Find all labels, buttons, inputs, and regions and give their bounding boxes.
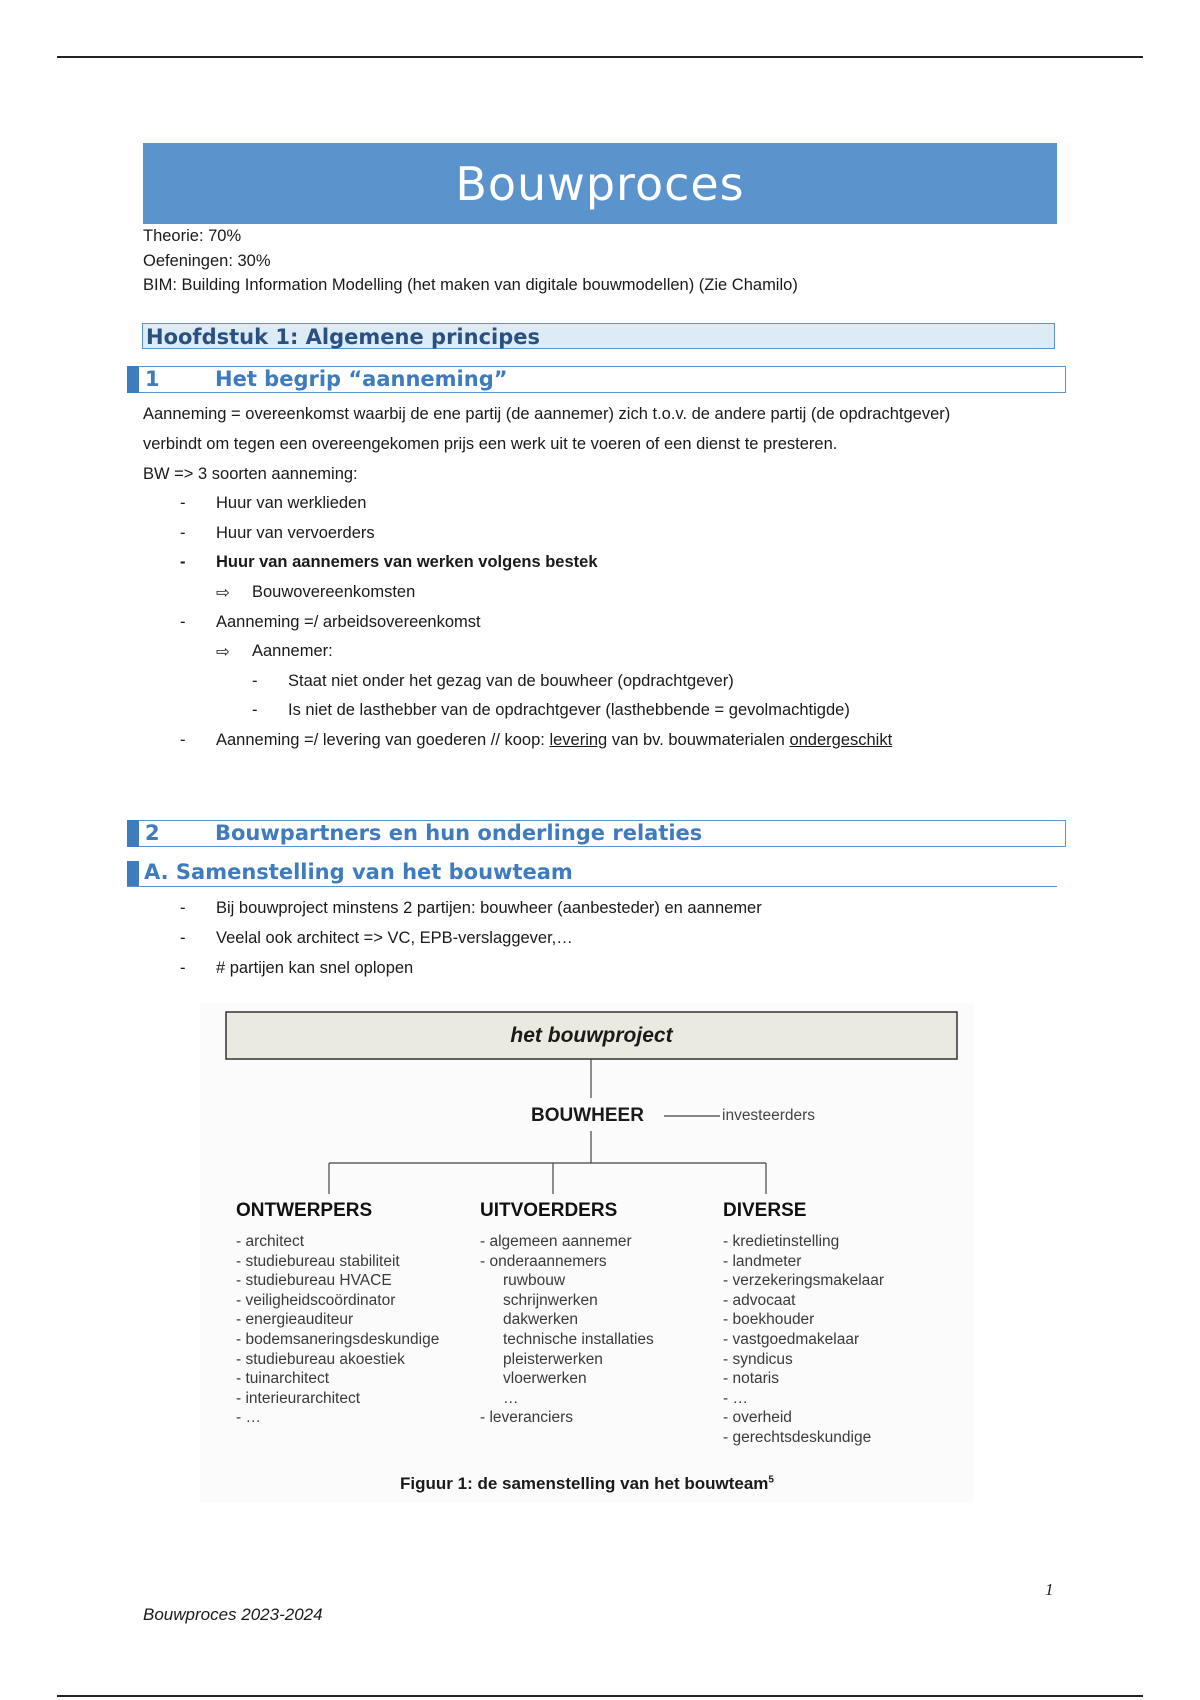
list-item: - gerechtsdeskundige bbox=[723, 1428, 872, 1446]
dash-bullet: - bbox=[180, 929, 186, 947]
list-item: - algemeen aannemer bbox=[480, 1233, 632, 1250]
list-item: - architect bbox=[236, 1233, 305, 1250]
list-item: - studiebureau akoestiek bbox=[236, 1350, 405, 1368]
list-item: ruwbouw bbox=[503, 1272, 566, 1290]
list-item: - kredietinstelling bbox=[723, 1233, 840, 1250]
figure-caption bbox=[200, 1474, 974, 1494]
bottom-rule bbox=[57, 1695, 1143, 1697]
arrow-icon: ⇨ bbox=[216, 643, 230, 661]
course-meta bbox=[143, 224, 798, 298]
definition-line-1: Aanneming = overeenkomst waarbij de ene partij (de aannemer) zich t.o.v. de andere partij (de opdrachtgever) bbox=[143, 405, 951, 423]
column-title-ontwerpers: ONTWERPERS bbox=[236, 1200, 373, 1221]
footer-text: Bouwproces 2023-2024 bbox=[143, 1605, 323, 1624]
chapter-heading: Hoofdstuk 1: Algemene principes bbox=[142, 323, 1055, 349]
list-item-text bbox=[216, 731, 892, 750]
list-item: - bodemsaneringsdeskundige bbox=[236, 1330, 440, 1348]
arrow-icon: ⇨ bbox=[216, 584, 230, 602]
dash-bullet: - bbox=[252, 701, 258, 719]
list-item: - verzekeringsmakelaar bbox=[723, 1272, 885, 1290]
list-item: schrijnwerken bbox=[503, 1291, 598, 1309]
list-item-text: Bouwovereenkomsten bbox=[252, 583, 416, 601]
column-title-diverse: DIVERSE bbox=[723, 1200, 807, 1221]
meta-bim: BIM: Building Information Modelling (het maken van digitale bouwmodellen) (Zie Chamilo) bbox=[143, 276, 798, 294]
list-item: - studiebureau HVACE bbox=[236, 1272, 392, 1290]
dash-bullet: - bbox=[180, 524, 186, 542]
list-item: - landmeter bbox=[723, 1252, 802, 1270]
section-1-heading bbox=[127, 366, 1066, 393]
list-item-text: Aannemer: bbox=[252, 642, 333, 660]
subsection-title: A. Samenstelling van het bouwteam bbox=[144, 860, 573, 884]
column-list-diverse bbox=[723, 1232, 884, 1448]
list-item: pleisterwerken bbox=[503, 1350, 603, 1368]
caption-footnote-ref: 5 bbox=[768, 1474, 774, 1486]
dash-bullet: - bbox=[180, 613, 186, 631]
list-item: - … bbox=[236, 1409, 261, 1427]
section-number: 2 bbox=[145, 821, 160, 845]
section-number: 1 bbox=[145, 367, 160, 391]
meta-theorie: Theorie: 70% bbox=[143, 227, 242, 245]
list-item: - advocaat bbox=[723, 1291, 796, 1309]
list-item-text: # partijen kan snel oplopen bbox=[216, 959, 414, 977]
figure-header: het bouwproject bbox=[510, 1024, 673, 1047]
list-item-text: Is niet de lasthebber van de opdrachtgever (lasthebbende = gevolmachtigde) bbox=[288, 701, 850, 719]
levering-underlined: levering bbox=[549, 731, 608, 749]
dash-bullet: - bbox=[252, 672, 258, 690]
list-item: - studiebureau stabiliteit bbox=[236, 1252, 400, 1270]
list-item-text: Huur van vervoerders bbox=[216, 524, 375, 542]
list-item: - energieauditeur bbox=[236, 1311, 354, 1329]
list-item-text: Bij bouwproject minstens 2 partijen: bouwheer (aanbesteder) en aannemer bbox=[216, 899, 762, 917]
list-item: dakwerken bbox=[503, 1311, 578, 1329]
list-item: … bbox=[503, 1389, 519, 1407]
ondergeschikt-underlined: ondergeschikt bbox=[789, 731, 893, 749]
dash-bullet: - bbox=[180, 494, 186, 512]
list-item: - vastgoedmakelaar bbox=[723, 1330, 860, 1348]
list-item: - … bbox=[723, 1389, 748, 1407]
subsection-a-heading bbox=[127, 859, 1057, 887]
list-item: - tuinarchitect bbox=[236, 1370, 330, 1388]
dash-bullet: - bbox=[180, 731, 186, 749]
meta-oefeningen: Oefeningen: 30% bbox=[143, 251, 271, 270]
section-2-heading bbox=[127, 820, 1066, 847]
list-item-text: Veelal ook architect => VC, EPB-verslaggever,… bbox=[216, 929, 573, 947]
document-title: Bouwproces bbox=[143, 143, 1057, 224]
column-list-uitvoerders bbox=[480, 1232, 654, 1428]
list-item-text: Huur van aannemers van werken volgens bestek bbox=[216, 553, 598, 571]
list-item: - leveranciers bbox=[480, 1409, 574, 1427]
list-item: technische installaties bbox=[503, 1330, 654, 1348]
section-title: Bouwpartners en hun onderlinge relaties bbox=[215, 821, 703, 845]
dash-bullet: - bbox=[180, 899, 186, 917]
dash-bullet: - bbox=[180, 959, 186, 977]
list-item-text: Staat niet onder het gezag van de bouwheer (opdrachtgever) bbox=[288, 672, 734, 690]
column-title-uitvoerders: UITVOERDERS bbox=[480, 1200, 618, 1221]
list-item: - boekhouder bbox=[723, 1311, 815, 1329]
caption-text: Figuur 1: de samenstelling van het bouwteam bbox=[400, 1474, 769, 1493]
list-item: - syndicus bbox=[723, 1350, 793, 1368]
list-item: - notaris bbox=[723, 1370, 779, 1388]
list-item-text: Huur van werklieden bbox=[216, 494, 367, 512]
bouwteam-figure bbox=[200, 1003, 974, 1503]
investeerders-label: investeerders bbox=[722, 1107, 816, 1124]
list-item: - overheid bbox=[723, 1409, 792, 1427]
list-item: - interieurarchitect bbox=[236, 1389, 361, 1407]
list-item: - veiligheidscoördinator bbox=[236, 1291, 396, 1309]
list-item-text: Aanneming =/ arbeidsovereenkomst bbox=[216, 613, 481, 631]
list-item: - onderaannemers bbox=[480, 1252, 607, 1270]
column-list-ontwerpers bbox=[236, 1232, 439, 1428]
levering-text-a: Aanneming =/ levering van goederen // koop: bbox=[216, 731, 550, 749]
bouwheer-label: BOUWHEER bbox=[531, 1105, 644, 1126]
section-title: Het begrip “aanneming” bbox=[215, 367, 508, 391]
page-number: 1 bbox=[1045, 1580, 1054, 1599]
dash-bullet: - bbox=[180, 553, 186, 571]
bw-line: BW => 3 soorten aanneming: bbox=[143, 465, 358, 483]
definition-line-2: verbindt om tegen een overeengekomen prijs een werk uit te voeren of een dienst te presteren. bbox=[143, 435, 838, 453]
list-item: vloerwerken bbox=[503, 1370, 587, 1388]
levering-text-b: van bv. bouwmaterialen bbox=[607, 731, 790, 749]
top-rule bbox=[57, 56, 1143, 58]
